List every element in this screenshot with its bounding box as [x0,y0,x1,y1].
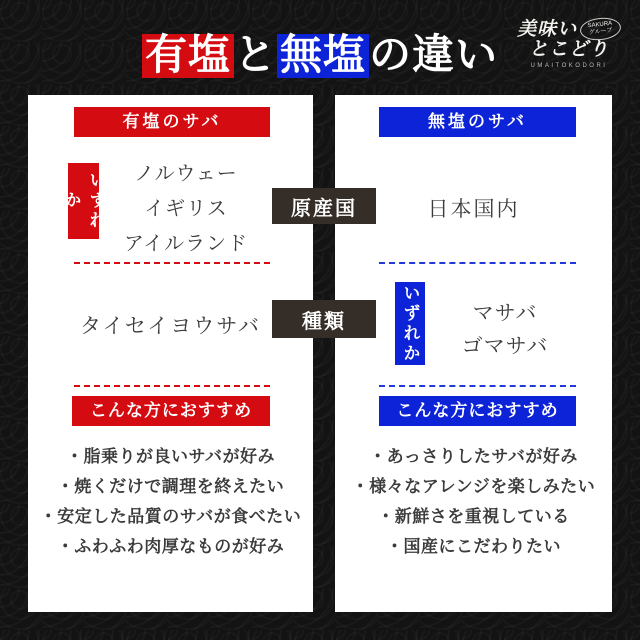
salted-either-label: いずれか [68,163,99,239]
unsalted-panel-header: 無塩のサバ [379,107,576,137]
salted-origin-list [90,157,282,262]
unsalted-recommend-list [335,442,612,562]
salted-panel-header: 有塩のサバ [74,107,270,137]
salted-divider-1 [74,262,270,264]
unsalted-recommend-item: ・国産にこだわりたい [386,537,561,556]
unsalted-recommend-item: ・様々なアレンジを楽しみたい [351,477,596,496]
salted-origin-item: アイルランド [123,233,249,255]
salted-recommend-item: ・ふわふわ肉厚なものが好み [56,537,285,556]
brand-logo [510,20,628,70]
title-salted-chip: 有塩 [142,34,234,78]
brand-logo-line1: 美味い [517,19,578,40]
salted-recommend-item: ・安定した品質のサバが食べたい [39,507,302,526]
unsalted-origin-item: 日本国内 [427,197,520,221]
salted-recommend-item: ・焼くだけで調理を終えたい [56,477,285,496]
title-connector: と [233,33,277,79]
type-label-box: 種類 [272,300,376,338]
unsalted-recommend-item: ・新鮮さを重視している [377,507,570,526]
salted-divider-2 [74,385,270,387]
salted-recommend-list [28,442,313,562]
brand-badge-line2: グループ [588,27,613,37]
title-suffix: の違い [369,33,499,79]
brand-badge-line1: SAKURA [587,20,613,30]
salted-origin-item: ノルウェー [134,163,238,185]
salted-origin-item: イギリス [144,198,228,220]
brand-logo-subtext: UMAITOKODORI [530,63,608,70]
unsalted-divider-2 [379,385,576,387]
title-unsalted-chip: 無塩 [277,34,369,78]
salted-panel [28,95,313,612]
salted-recommend-header: こんな方におすすめ [72,396,270,426]
salted-type-item: タイセイヨウサバ [79,314,262,338]
origin-label-box: 原産国 [272,188,376,224]
unsalted-either-label: いずれか [395,282,425,365]
unsalted-recommend-item: ・あっさりしたサバが好み [369,447,578,466]
unsalted-panel [335,95,612,612]
unsalted-divider-1 [379,262,576,264]
salted-recommend-item: ・脂乗りが良いサバが好み [66,447,275,466]
unsalted-type-item: マサバ [472,301,538,325]
unsalted-recommend-header: こんな方におすすめ [379,396,576,426]
brand-logo-line2: とこどり [528,39,609,61]
brand-logo-row [510,20,628,40]
unsalted-type-item: ゴマサバ [461,334,549,358]
unsalted-type-list [430,297,580,363]
